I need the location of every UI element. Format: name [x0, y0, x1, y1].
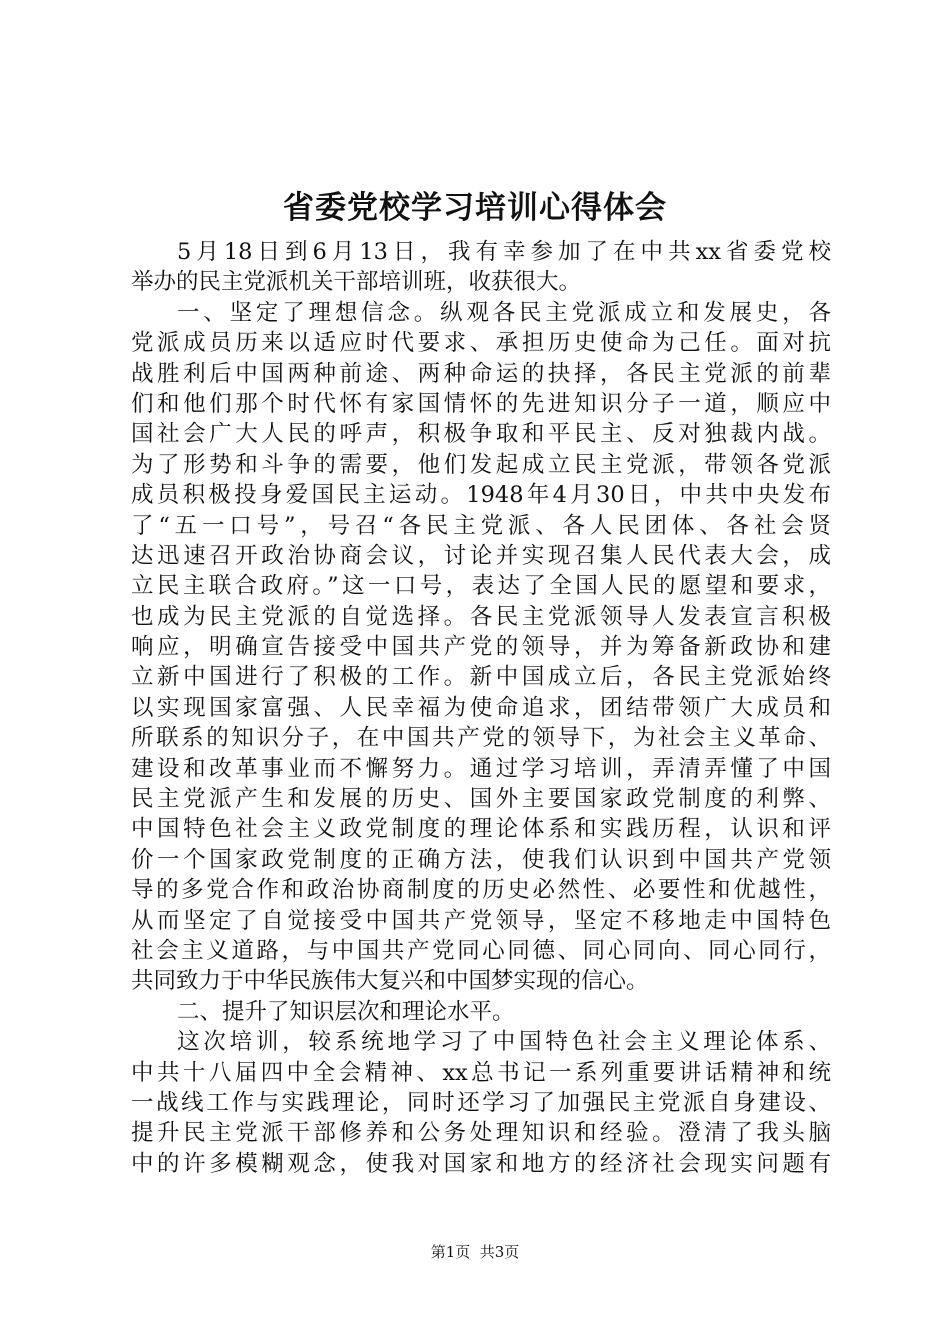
body-line: 民主党派产生和发展的历史、国外主要国家政党制度的利弊、 — [131, 786, 831, 813]
page-footer: 第1页 共3页 — [430, 1243, 520, 1261]
body-line: 中共十八届四中全会精神、xx总书记一系列重要讲话精神和统 — [131, 1059, 831, 1086]
body-line: 二、提升了知识层次和理论水平。 — [177, 998, 515, 1025]
body-line: 成员积极投身爱国民主运动。1948年4月30日，中共中央发布 — [131, 482, 831, 509]
body-line: 立民主联合政府。”这一口号，表达了全国人民的愿望和要求， — [131, 573, 831, 600]
body-line: 价一个国家政党制度的正确方法，使我们认识到中国共产党领 — [131, 846, 831, 873]
body-line: 举办的民主党派机关干部培训班，收获很大。 — [131, 269, 582, 296]
body-line: 了“五一口号”，号召“各民主党派、各人民团体、各社会贤 — [131, 512, 831, 539]
body-line: 战胜利后中国两种前途、两种命运的抉择，各民主党派的前辈 — [131, 360, 831, 387]
body-line: 也成为民主党派的自觉选择。各民主党派领导人发表宣言积极 — [131, 603, 831, 630]
body-line: 提升民主党派干部修养和公务处理知识和经验。澄清了我头脑 — [131, 1120, 831, 1147]
body-line: 中的许多模糊观念，使我对国家和地方的经济社会现实问题有 — [131, 1150, 831, 1177]
body-line: 立新中国进行了积极的工作。新中国成立后，各民主党派始终 — [131, 664, 831, 691]
body-line: 一、坚定了理想信念。纵观各民主党派成立和发展史，各 — [177, 299, 831, 326]
body-line: 导的多党合作和政治协商制度的历史必然性、必要性和优越性， — [131, 877, 831, 904]
body-line: 这次培训，较系统地学习了中国特色社会主义理论体系、 — [177, 1029, 831, 1056]
body-line: 5月18日到6月13日，我有幸参加了在中共xx省委党校 — [177, 239, 831, 265]
body-line: 国社会广大人民的呼声，积极争取和平民主、反对独裁内战。 — [131, 421, 831, 448]
body-line: 一战线工作与实践理论，同时还学习了加强民主党派自身建设、 — [131, 1089, 831, 1116]
body-line: 中国特色社会主义政党制度的理论体系和实践历程，认识和评 — [131, 816, 831, 843]
body-line: 所联系的知识分子，在中国共产党的领导下，为社会主义革命、 — [131, 725, 831, 752]
body-line: 从而坚定了自觉接受中国共产党领导，坚定不移地走中国特色 — [131, 907, 831, 934]
body-line: 达迅速召开政治协商会议，讨论并实现召集人民代表大会，成 — [131, 542, 831, 569]
body-line: 共同致力于中华民族伟大复兴和中国梦实现的信心。 — [131, 968, 649, 995]
body-line: 党派成员历来以适应时代要求、承担历史使命为己任。面对抗 — [131, 330, 831, 357]
body-line: 们和他们那个时代怀有家国情怀的先进知识分子一道，顺应中 — [131, 390, 831, 417]
document-body — [131, 237, 831, 1179]
body-line: 社会主义道路，与中国共产党同心同德、同心同向、同心同行， — [131, 937, 831, 964]
body-line: 为了形势和斗争的需要，他们发起成立民主党派，带领各党派 — [131, 451, 831, 478]
body-line: 以实现国家富强、人民幸福为使命追求，团结带领广大成员和 — [131, 694, 831, 721]
body-line: 建设和改革事业而不懈努力。通过学习培训，弄清弄懂了中国 — [131, 755, 831, 782]
document-title: 省委党校学习培训心得体会 — [283, 190, 667, 226]
body-line: 响应，明确宣告接受中国共产党的领导，并为筹备新政协和建 — [131, 634, 831, 661]
